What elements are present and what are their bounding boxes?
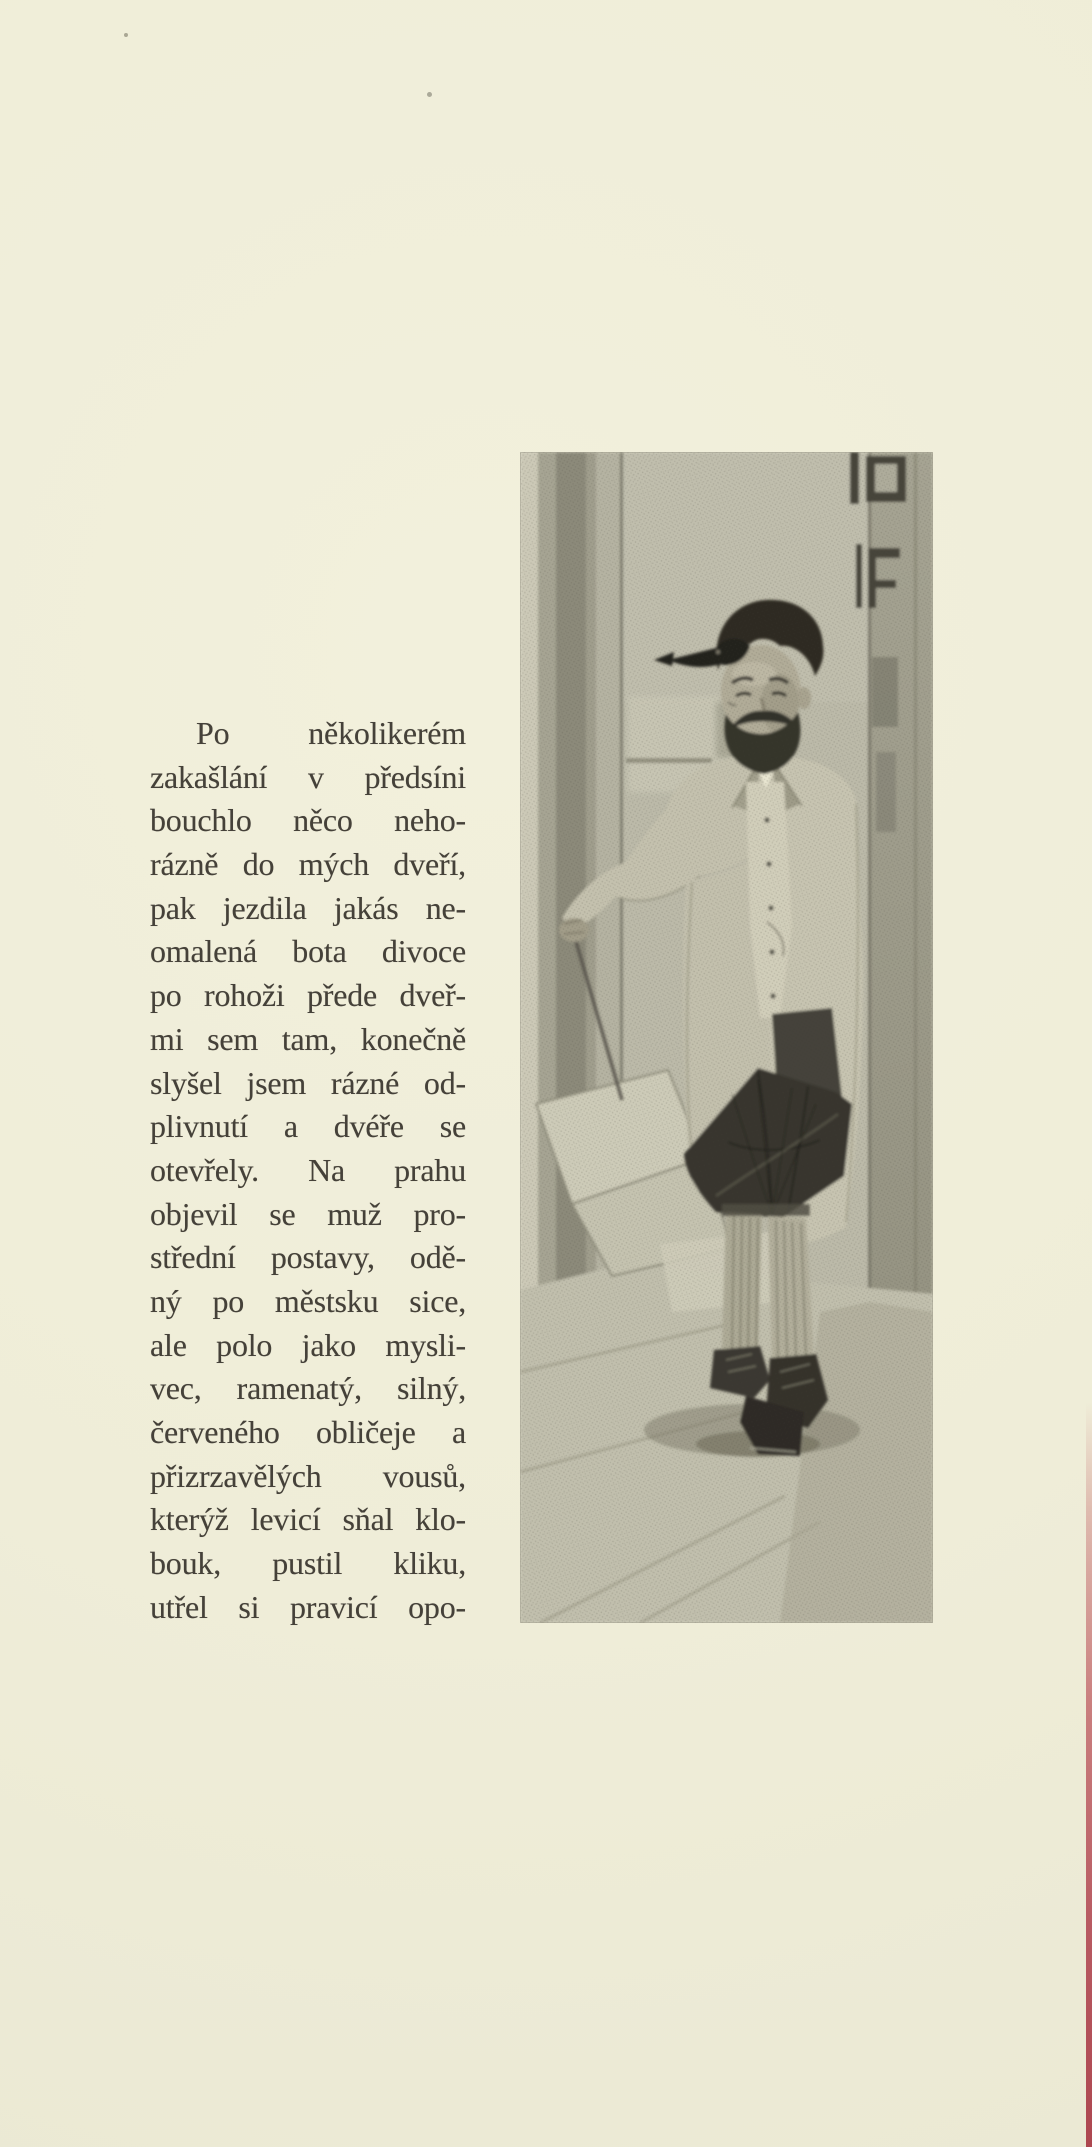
text-line: vec, ramenatý, silný, — [150, 1370, 466, 1407]
text-line: bouchlo něco neho- — [150, 802, 466, 839]
illustration-plate — [520, 452, 933, 1623]
text-line: zakašlání v předsíni — [150, 758, 466, 795]
paper-speck — [124, 33, 128, 37]
text-line: otevřely. Na prahu — [150, 1151, 466, 1188]
fore-edge-tint — [1086, 1402, 1092, 2147]
text-line: Po několikerém — [196, 715, 466, 751]
text-line: pak jezdila jakás ne- — [150, 889, 466, 926]
text-line: utřel si pravicí opo- — [150, 1588, 466, 1625]
text-line: přizrzavělých vousů, — [150, 1457, 466, 1494]
paragraph — [150, 712, 466, 1629]
halftone-illustration — [520, 452, 933, 1623]
paper-speck — [427, 92, 432, 97]
text-line: objevil se muž pro- — [150, 1195, 466, 1232]
text-line: červeného obličeje a — [150, 1414, 466, 1450]
text-line: slyšel jsem rázné od- — [150, 1064, 466, 1101]
text-line: bouk, pustil kliku, — [150, 1545, 466, 1582]
text-line: rázně do mých dveří, — [150, 846, 466, 883]
text-line: po rohoži přede dveř- — [150, 977, 466, 1014]
halftone-overlay — [520, 452, 933, 1623]
text-line: mi sem tam, konečně — [150, 1020, 466, 1057]
text-line: ný po městsku sice, — [150, 1282, 466, 1319]
text-line: střední postavy, odě- — [150, 1239, 466, 1276]
text-line: omalená bota divoce — [150, 933, 466, 970]
text-line: kterýž levicí sňal klo- — [150, 1501, 466, 1538]
text-line: ale polo jako mysli- — [150, 1326, 466, 1363]
text-line: plivnutí a dvéře se — [150, 1108, 466, 1145]
